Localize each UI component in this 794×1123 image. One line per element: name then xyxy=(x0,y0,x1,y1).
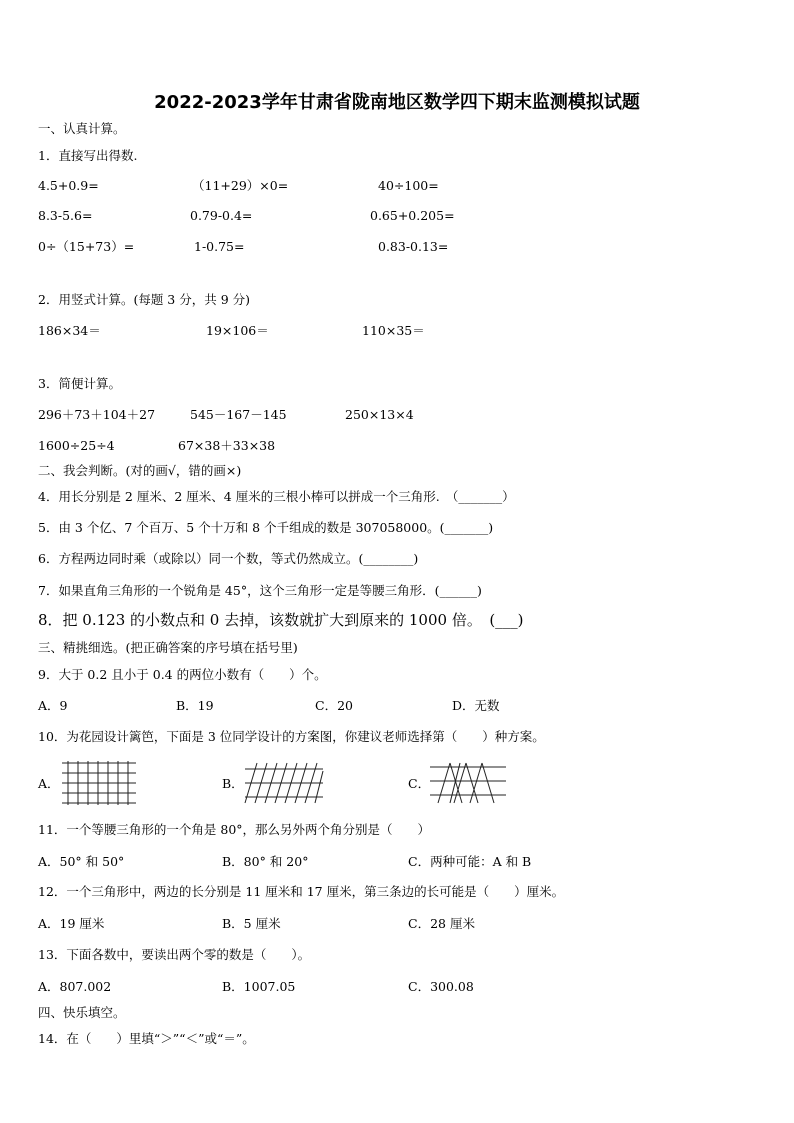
question-10-stem: 10．为花园设计篱笆，下面是 3 位同学设计的方案图，你建议老师选择第（ ）种方案。 xyxy=(38,729,545,744)
calc-item: 0.79-0.4= xyxy=(190,208,253,223)
option-a: A． xyxy=(38,776,60,791)
question-3-title: 3．简便计算。 xyxy=(38,376,121,391)
simplify-item: 296＋73＋104＋27 xyxy=(38,407,156,422)
option-c: C．300.08 xyxy=(408,979,474,994)
calc-item: 4.5+0.9= xyxy=(38,178,99,193)
vertical-calc-item: 110×35＝ xyxy=(362,323,425,338)
question-9-stem: 9．大于 0.2 且小于 0.4 的两位小数有（ ）个。 xyxy=(38,667,327,682)
fence-triangle-figure xyxy=(430,761,508,805)
option-c: C．28 厘米 xyxy=(408,916,475,931)
question-2-title: 2．用竖式计算。(每题 3 分，共 9 分) xyxy=(38,292,251,307)
section-heading-4: 四、快乐填空。 xyxy=(38,1005,126,1020)
calc-item: 0.65+0.205= xyxy=(370,208,455,223)
option-d: D．无数 xyxy=(452,698,500,713)
calc-item: 40÷100= xyxy=(378,178,439,193)
option-b: B．1007.05 xyxy=(222,979,296,994)
option-c: C． xyxy=(408,776,431,791)
page-title: 2022-2023学年甘肃省陇南地区数学四下期末监测模拟试题 xyxy=(154,92,640,113)
option-a: A．19 厘米 xyxy=(38,916,105,931)
option-b: B．19 xyxy=(176,698,214,713)
option-b: B．5 厘米 xyxy=(222,916,281,931)
section-heading-2: 二、我会判断。(对的画√，错的画×) xyxy=(38,463,242,478)
judge-item: 7．如果直角三角形的一个锐角是 45°，这个三角形一定是等腰三角形．(______) xyxy=(38,583,482,598)
question-14-stem: 14．在（ ）里填“＞”“＜”或“＝”。 xyxy=(38,1031,255,1046)
calc-item: 8.3-5.6= xyxy=(38,208,93,223)
calc-item: 1-0.75= xyxy=(194,239,245,254)
fence-square-grid-figure xyxy=(60,761,138,805)
section-heading-1: 一、认真计算。 xyxy=(38,121,126,136)
simplify-item: 67×38＋33×38 xyxy=(178,438,276,453)
judge-item: 8．把 0.123 的小数点和 0 去掉，该数就扩大到原来的 1000 倍。 (___) xyxy=(38,611,524,629)
question-12-stem: 12．一个三角形中，两边的长分别是 11 厘米和 17 厘米，第三条边的长可能是（ ）厘米。 xyxy=(38,884,565,899)
calc-item: 0÷（15+73）= xyxy=(38,239,135,254)
fence-parallelogram-figure xyxy=(243,761,325,805)
simplify-item: 250×13×4 xyxy=(345,407,414,422)
option-a: A．9 xyxy=(38,698,68,713)
simplify-item: 545－167－145 xyxy=(190,407,287,422)
simplify-item: 1600÷25÷4 xyxy=(38,438,115,453)
question-1-title: 1．直接写出得数. xyxy=(38,148,138,163)
question-13-stem: 13．下面各数中，要读出两个零的数是（ ）。 xyxy=(38,947,311,962)
option-c: C．20 xyxy=(315,698,353,713)
vertical-calc-item: 186×34＝ xyxy=(38,323,101,338)
judge-item: 6．方程两边同时乘（或除以）同一个数，等式仍然成立。(________) xyxy=(38,551,419,566)
question-11-stem: 11．一个等腰三角形的一个角是 80°，那么另外两个角分别是（ ） xyxy=(38,822,431,837)
vertical-calc-item: 19×106＝ xyxy=(206,323,269,338)
option-c: C．两种可能：A 和 B xyxy=(408,854,532,869)
option-a: A．807.002 xyxy=(38,979,112,994)
calc-item: 0.83-0.13= xyxy=(378,239,449,254)
option-a: A．50° 和 50° xyxy=(38,854,125,869)
option-b: B． xyxy=(222,776,244,791)
section-heading-3: 三、精挑细选。(把正确答案的序号填在括号里) xyxy=(38,640,298,655)
option-b: B．80° 和 20° xyxy=(222,854,309,869)
judge-item: 4．用长分别是 2 厘米、2 厘米、4 厘米的三根小棒可以拼成一个三角形. （_______） xyxy=(38,489,515,504)
judge-item: 5．由 3 个亿、7 个百万、5 个十万和 8 个千组成的数是 307058000。(_______) xyxy=(38,520,494,535)
calc-item: （11+29）×0= xyxy=(192,178,289,193)
